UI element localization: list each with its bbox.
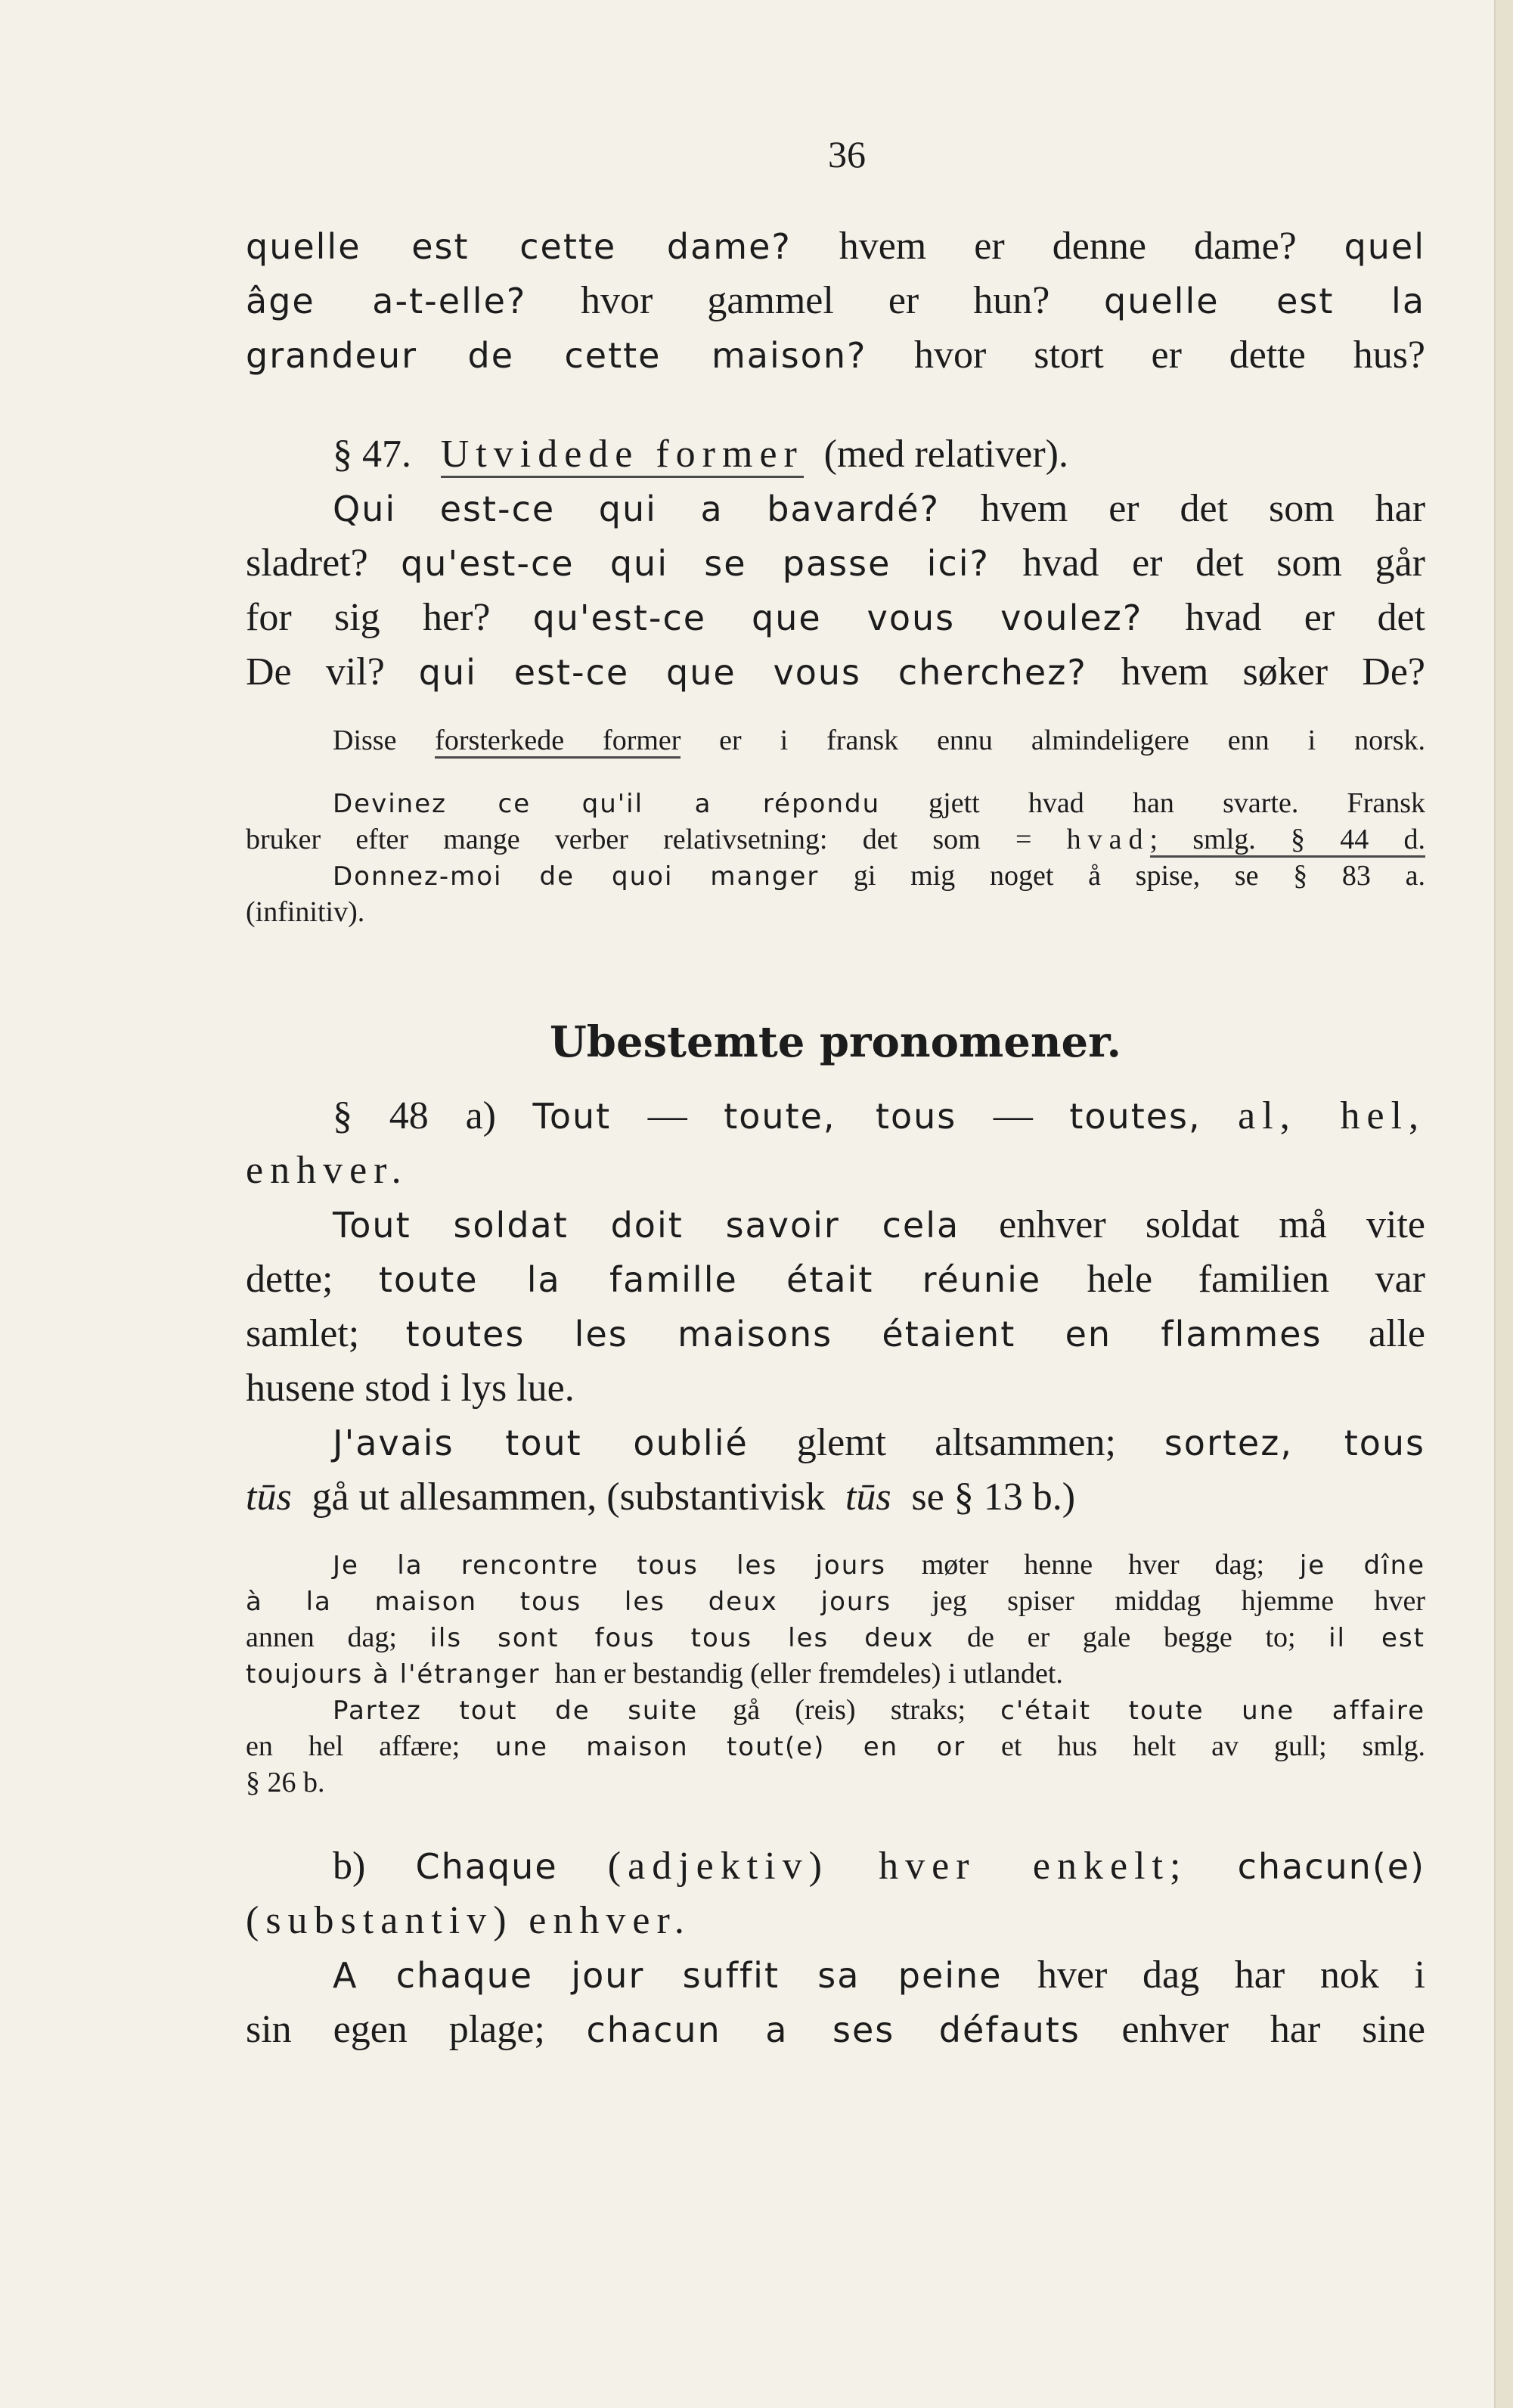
s47-line-1: Qui est-ce qui a bavardé? hvem er det som har <box>333 487 1426 530</box>
s48-line-1: § 48 a) Tout — toute, tous — toutes, al, hel, <box>333 1094 1426 1137</box>
s48-n1-line-1: Je la rencontre tous les jours møter henne hver dag; je dîne <box>333 1549 1426 1581</box>
s48-n1-line-4: toujours à l'étranger han er bestandig (eller fremdeles) i utlandet. <box>246 1658 1063 1690</box>
s47-note-2-line-4: (infinitiv). <box>246 896 365 928</box>
s48-n2-line-3: § 26 b. <box>246 1767 325 1798</box>
intro-line-1: quelle est cette dame? hvem er denne dame? quel <box>246 225 1426 268</box>
s48b-line-3: A chaque jour suffit sa peine hver dag har nok i <box>333 1953 1425 1997</box>
s48b-line-1: b) Chaque (adjektiv) hver enkelt; chacun(e) <box>333 1845 1426 1888</box>
s48-n2-line-1: Partez tout de suite gå (reis) straks; c'était toute une affaire <box>333 1694 1425 1726</box>
s47-note-2-line-2: bruker efter mange verber relativsetning: det som = hvad; smlg. § 44 d. <box>246 821 1425 858</box>
section-heading: Ubestemte pronomener. <box>549 1017 1122 1067</box>
s47-note-1: Disse forsterkede former er i fransk ennu almindeligere enn i norsk. <box>246 722 1425 759</box>
s47-line-4: De vil? qui est-ce que vous cherchez? hvem søker De? <box>246 650 1426 694</box>
s47-line-3: for sig her? qu'est-ce que vous voulez? hvad er det <box>246 596 1426 639</box>
s48-p1-line-1: Tout soldat doit savoir cela enhver soldat må vite <box>333 1203 1425 1246</box>
s48-line-2: enhver. <box>246 1149 408 1192</box>
s48-p1-line-3: samlet; toutes les maisons étaient en flammes alle <box>246 1312 1425 1355</box>
s48b-line-2: (substantiv) enhver. <box>246 1899 691 1942</box>
section-47-heading: § 47. Utvidede former (med relativer). <box>246 427 1425 482</box>
intro-line-3: grandeur de cette maison? hvor stort er dette hus? <box>246 334 1426 377</box>
s48-n1-line-2: à la maison tous les deux jours jeg spiser middag hjemme hver <box>246 1585 1426 1617</box>
s48-n2-line-2: en hel affære; une maison tout(e) en or et hus helt av gull; smlg. <box>246 1730 1426 1762</box>
s48-p1-line-2: dette; toute la famille était réunie hele familien var <box>246 1258 1425 1301</box>
s48-p2-line-1: J'avais tout oublié glemt altsammen; sortez, tous <box>333 1421 1426 1464</box>
s48-p1-line-4: husene stod i lys lue. <box>246 1367 575 1410</box>
s48-p2-line-2: tūs gå ut allesammen, (substantivisk tūs se § 13 b.) <box>246 1476 1076 1519</box>
s48-n1-line-3: annen dag; ils sont fous tous les deux de er gale begge to; il est <box>246 1621 1426 1653</box>
page-number: 36 <box>828 133 866 175</box>
s48b-line-4: sin egen plage; chacun a ses défauts enhver har sine <box>246 2008 1426 2051</box>
s47-note-2-line-1: Devinez ce qu'il a répondu gjett hvad han svarte. Fransk <box>333 787 1425 819</box>
utvidede-former-term: Utvidede former <box>441 433 804 478</box>
intro-line-2: âge a-t-elle? hvor gammel er hun? quelle est la <box>246 279 1426 322</box>
s47-line-2: sladret? qu'est-ce qui se passe ici? hvad er det som går <box>246 541 1426 585</box>
page-edge <box>1496 0 1513 2408</box>
s47-note-2-line-3: Donnez-moi de quoi manger gi mig noget å spise, se § 83 a. <box>333 860 1426 892</box>
